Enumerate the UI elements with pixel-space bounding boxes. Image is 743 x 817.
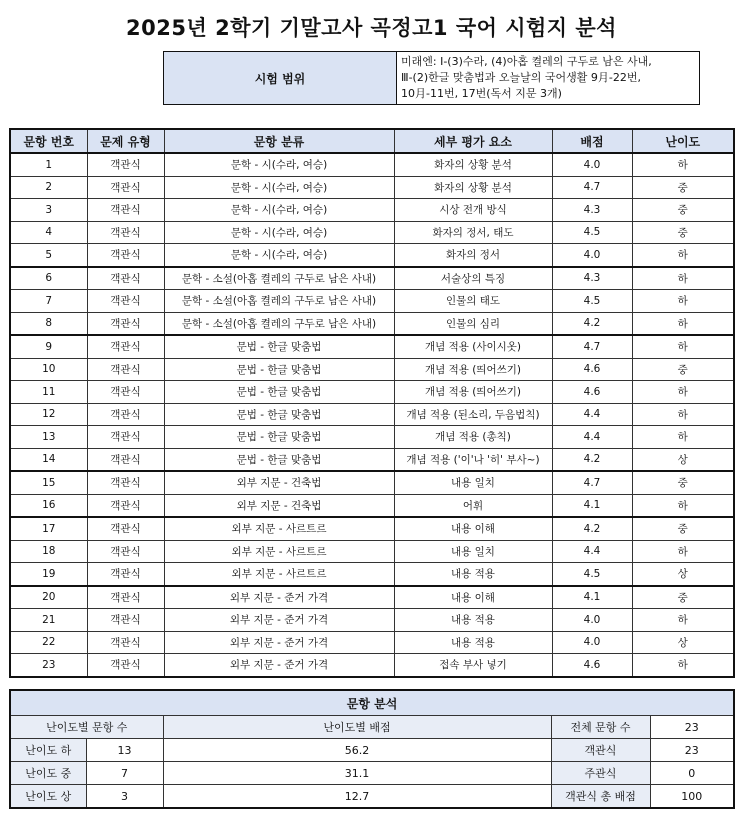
summary-count-by-difficulty-label: 난이도별 문항 수 xyxy=(10,716,163,739)
question-score: 4.0 xyxy=(552,609,632,632)
evaluation-element: 내용 적용 xyxy=(394,563,552,586)
evaluation-element: 내용 적용 xyxy=(394,631,552,654)
question-type: 객관식 xyxy=(87,312,164,335)
summary-row xyxy=(10,739,734,762)
question-type: 객관식 xyxy=(87,631,164,654)
table-row xyxy=(10,335,734,358)
evaluation-element: 내용 일치 xyxy=(394,471,552,494)
table-row xyxy=(10,563,734,586)
evaluation-element: 내용 이해 xyxy=(394,586,552,609)
exam-scope-line-3: 10月-11번, 17번(독서 지문 3개) xyxy=(401,87,562,100)
evaluation-element: 개념 적용 (된소리, 두음법칙) xyxy=(394,403,552,426)
question-difficulty: 하 xyxy=(632,335,734,358)
objective-count-value: 23 xyxy=(650,739,734,762)
question-number: 8 xyxy=(10,312,87,335)
subjective-count-label: 주관식 xyxy=(551,762,650,785)
subjective-count-value: 0 xyxy=(650,762,734,785)
question-score: 4.7 xyxy=(552,335,632,358)
evaluation-element: 시상 전개 방식 xyxy=(394,199,552,222)
question-difficulty: 하 xyxy=(632,494,734,517)
page-title: 2025년 2학기 기말고사 곡정고1 국어 시험지 분석 xyxy=(126,16,617,40)
question-type: 객관식 xyxy=(87,403,164,426)
question-number: 19 xyxy=(10,563,87,586)
question-score: 4.0 xyxy=(552,153,632,176)
table-row xyxy=(10,403,734,426)
question-category: 문학 - 소설(아홉 켤레의 구두로 남은 사내) xyxy=(164,312,394,335)
difficulty-low-count: 13 xyxy=(86,739,163,762)
table-row xyxy=(10,586,734,609)
question-difficulty: 중 xyxy=(632,586,734,609)
question-number: 21 xyxy=(10,609,87,632)
question-category: 문법 - 한글 맞춤법 xyxy=(164,335,394,358)
header-question-type: 문제 유형 xyxy=(87,129,164,153)
question-category: 문학 - 시(수라, 여승) xyxy=(164,221,394,244)
question-type: 객관식 xyxy=(87,494,164,517)
table-row xyxy=(10,540,734,563)
table-row xyxy=(10,312,734,335)
question-score: 4.2 xyxy=(552,517,632,540)
evaluation-element: 접속 부사 넣기 xyxy=(394,654,552,677)
question-type: 객관식 xyxy=(87,654,164,677)
evaluation-element: 개념 적용 (총칙) xyxy=(394,426,552,449)
question-category: 문법 - 한글 맞춤법 xyxy=(164,448,394,471)
question-number: 23 xyxy=(10,654,87,677)
question-type: 객관식 xyxy=(87,358,164,381)
summary-total-label: 전체 문항 수 xyxy=(551,716,650,739)
summary-score-by-difficulty-label: 난이도별 배점 xyxy=(163,716,551,739)
evaluation-element: 인물의 심리 xyxy=(394,312,552,335)
question-category: 외부 지문 - 사르트르 xyxy=(164,563,394,586)
question-difficulty: 중 xyxy=(632,358,734,381)
question-score: 4.3 xyxy=(552,267,632,290)
question-number: 16 xyxy=(10,494,87,517)
question-category: 외부 지문 - 건축법 xyxy=(164,471,394,494)
table-row xyxy=(10,199,734,222)
table-row xyxy=(10,358,734,381)
question-number: 2 xyxy=(10,176,87,199)
question-type: 객관식 xyxy=(87,586,164,609)
question-type: 객관식 xyxy=(87,381,164,404)
table-row xyxy=(10,609,734,632)
question-category: 문법 - 한글 맞춤법 xyxy=(164,403,394,426)
question-number: 6 xyxy=(10,267,87,290)
question-category: 문학 - 시(수라, 여승) xyxy=(164,244,394,267)
question-score: 4.1 xyxy=(552,586,632,609)
question-difficulty: 하 xyxy=(632,654,734,677)
table-row xyxy=(10,381,734,404)
difficulty-high-score: 12.7 xyxy=(163,785,551,809)
header-question-number: 문항 번호 xyxy=(10,129,87,153)
evaluation-element: 서술상의 특징 xyxy=(394,267,552,290)
question-score: 4.1 xyxy=(552,494,632,517)
exam-scope-text xyxy=(397,52,700,105)
question-type: 객관식 xyxy=(87,290,164,313)
question-difficulty: 하 xyxy=(632,267,734,290)
question-category: 문법 - 한글 맞춤법 xyxy=(164,426,394,449)
question-score: 4.6 xyxy=(552,654,632,677)
question-number: 10 xyxy=(10,358,87,381)
question-difficulty: 하 xyxy=(632,426,734,449)
table-row xyxy=(10,176,734,199)
question-difficulty: 하 xyxy=(632,381,734,404)
question-score: 4.2 xyxy=(552,448,632,471)
question-type: 객관식 xyxy=(87,199,164,222)
question-number: 5 xyxy=(10,244,87,267)
question-score: 4.0 xyxy=(552,244,632,267)
table-row xyxy=(10,631,734,654)
summary-heading: 문항 분석 xyxy=(10,690,734,716)
question-category: 외부 지문 - 준거 가격 xyxy=(164,586,394,609)
question-category: 외부 지문 - 건축법 xyxy=(164,494,394,517)
question-difficulty: 하 xyxy=(632,290,734,313)
difficulty-low-score: 56.2 xyxy=(163,739,551,762)
summary-total-value: 23 xyxy=(650,716,734,739)
table-row xyxy=(10,654,734,677)
question-number: 4 xyxy=(10,221,87,244)
question-type: 객관식 xyxy=(87,609,164,632)
question-category: 문법 - 한글 맞춤법 xyxy=(164,358,394,381)
difficulty-high-label: 난이도 상 xyxy=(10,785,86,809)
question-type: 객관식 xyxy=(87,176,164,199)
table-row xyxy=(10,471,734,494)
exam-scope-line-2: Ⅲ-(2)한글 맞춤법과 오늘날의 국어생활 9月-22번, xyxy=(401,71,641,84)
question-score: 4.4 xyxy=(552,540,632,563)
exam-scope-line-1: 미래엔: Ⅰ-(3)수라, (4)아홉 켤레의 구두로 남은 사내, xyxy=(401,55,652,68)
question-number: 22 xyxy=(10,631,87,654)
question-score: 4.2 xyxy=(552,312,632,335)
evaluation-element: 화자의 정서, 태도 xyxy=(394,221,552,244)
table-row xyxy=(10,221,734,244)
question-score: 4.5 xyxy=(552,563,632,586)
question-number: 12 xyxy=(10,403,87,426)
summary-row xyxy=(10,785,734,809)
question-category: 외부 지문 - 사르트르 xyxy=(164,517,394,540)
question-number: 1 xyxy=(10,153,87,176)
question-category: 외부 지문 - 사르트르 xyxy=(164,540,394,563)
table-row xyxy=(10,244,734,267)
difficulty-mid-count: 7 xyxy=(86,762,163,785)
question-type: 객관식 xyxy=(87,448,164,471)
difficulty-low-label: 난이도 하 xyxy=(10,739,86,762)
question-difficulty: 하 xyxy=(632,403,734,426)
table-row xyxy=(10,153,734,176)
question-difficulty: 중 xyxy=(632,199,734,222)
question-number: 11 xyxy=(10,381,87,404)
summary-table xyxy=(9,689,735,809)
difficulty-high-count: 3 xyxy=(86,785,163,809)
evaluation-element: 개념 적용 (띄어쓰기) xyxy=(394,381,552,404)
evaluation-element: 화자의 정서 xyxy=(394,244,552,267)
table-row xyxy=(10,517,734,540)
question-type: 객관식 xyxy=(87,244,164,267)
header-category: 문항 분류 xyxy=(164,129,394,153)
question-type: 객관식 xyxy=(87,335,164,358)
question-score: 4.4 xyxy=(552,403,632,426)
difficulty-mid-score: 31.1 xyxy=(163,762,551,785)
question-score: 4.0 xyxy=(552,631,632,654)
question-number: 17 xyxy=(10,517,87,540)
question-number: 13 xyxy=(10,426,87,449)
table-row xyxy=(10,267,734,290)
question-type: 객관식 xyxy=(87,426,164,449)
evaluation-element: 내용 이해 xyxy=(394,517,552,540)
evaluation-element: 개념 적용 (사이시옷) xyxy=(394,335,552,358)
question-score: 4.7 xyxy=(552,471,632,494)
evaluation-element: 인물의 태도 xyxy=(394,290,552,313)
exam-scope-box xyxy=(163,51,700,105)
objective-total-score-value: 100 xyxy=(650,785,734,809)
objective-count-label: 객관식 xyxy=(551,739,650,762)
header-difficulty: 난이도 xyxy=(632,129,734,153)
question-category: 문법 - 한글 맞춤법 xyxy=(164,381,394,404)
difficulty-mid-label: 난이도 중 xyxy=(10,762,86,785)
question-analysis-table xyxy=(9,128,735,678)
question-category: 외부 지문 - 준거 가격 xyxy=(164,631,394,654)
question-number: 15 xyxy=(10,471,87,494)
evaluation-element: 개념 적용 ('이'나 '히' 부사~) xyxy=(394,448,552,471)
question-number: 7 xyxy=(10,290,87,313)
question-score: 4.6 xyxy=(552,381,632,404)
question-difficulty: 하 xyxy=(632,153,734,176)
question-category: 문학 - 시(수라, 여승) xyxy=(164,199,394,222)
question-difficulty: 중 xyxy=(632,471,734,494)
question-score: 4.7 xyxy=(552,176,632,199)
question-type: 객관식 xyxy=(87,540,164,563)
question-score: 4.5 xyxy=(552,290,632,313)
question-category: 문학 - 시(수라, 여승) xyxy=(164,153,394,176)
question-type: 객관식 xyxy=(87,517,164,540)
question-difficulty: 중 xyxy=(632,221,734,244)
question-number: 14 xyxy=(10,448,87,471)
question-type: 객관식 xyxy=(87,471,164,494)
evaluation-element: 개념 적용 (띄어쓰기) xyxy=(394,358,552,381)
question-difficulty: 하 xyxy=(632,312,734,335)
evaluation-element: 화자의 상황 분석 xyxy=(394,176,552,199)
question-difficulty: 상 xyxy=(632,448,734,471)
question-number: 20 xyxy=(10,586,87,609)
table-row xyxy=(10,290,734,313)
evaluation-element: 내용 일치 xyxy=(394,540,552,563)
table-row xyxy=(10,494,734,517)
summary-row xyxy=(10,762,734,785)
question-type: 객관식 xyxy=(87,267,164,290)
objective-total-score-label: 객관식 총 배점 xyxy=(551,785,650,809)
question-category: 문학 - 시(수라, 여승) xyxy=(164,176,394,199)
question-difficulty: 상 xyxy=(632,631,734,654)
question-difficulty: 중 xyxy=(632,176,734,199)
question-category: 외부 지문 - 준거 가격 xyxy=(164,609,394,632)
evaluation-element: 내용 적용 xyxy=(394,609,552,632)
question-difficulty: 중 xyxy=(632,517,734,540)
question-type: 객관식 xyxy=(87,153,164,176)
table-row xyxy=(10,448,734,471)
question-score: 4.5 xyxy=(552,221,632,244)
question-number: 9 xyxy=(10,335,87,358)
question-type: 객관식 xyxy=(87,221,164,244)
question-difficulty: 하 xyxy=(632,244,734,267)
question-score: 4.4 xyxy=(552,426,632,449)
question-category: 문학 - 소설(아홉 켤레의 구두로 남은 사내) xyxy=(164,267,394,290)
question-score: 4.6 xyxy=(552,358,632,381)
question-difficulty: 하 xyxy=(632,609,734,632)
question-category: 문학 - 소설(아홉 켤레의 구두로 남은 사내) xyxy=(164,290,394,313)
question-score: 4.3 xyxy=(552,199,632,222)
question-category: 외부 지문 - 준거 가격 xyxy=(164,654,394,677)
header-evaluation-element: 세부 평가 요소 xyxy=(394,129,552,153)
exam-scope-label: 시험 범위 xyxy=(164,52,397,105)
question-number: 3 xyxy=(10,199,87,222)
table-header-row xyxy=(10,129,734,153)
evaluation-element: 화자의 상황 분석 xyxy=(394,153,552,176)
evaluation-element: 어휘 xyxy=(394,494,552,517)
question-difficulty: 하 xyxy=(632,540,734,563)
question-difficulty: 상 xyxy=(632,563,734,586)
question-type: 객관식 xyxy=(87,563,164,586)
question-number: 18 xyxy=(10,540,87,563)
header-score: 배점 xyxy=(552,129,632,153)
table-row xyxy=(10,426,734,449)
